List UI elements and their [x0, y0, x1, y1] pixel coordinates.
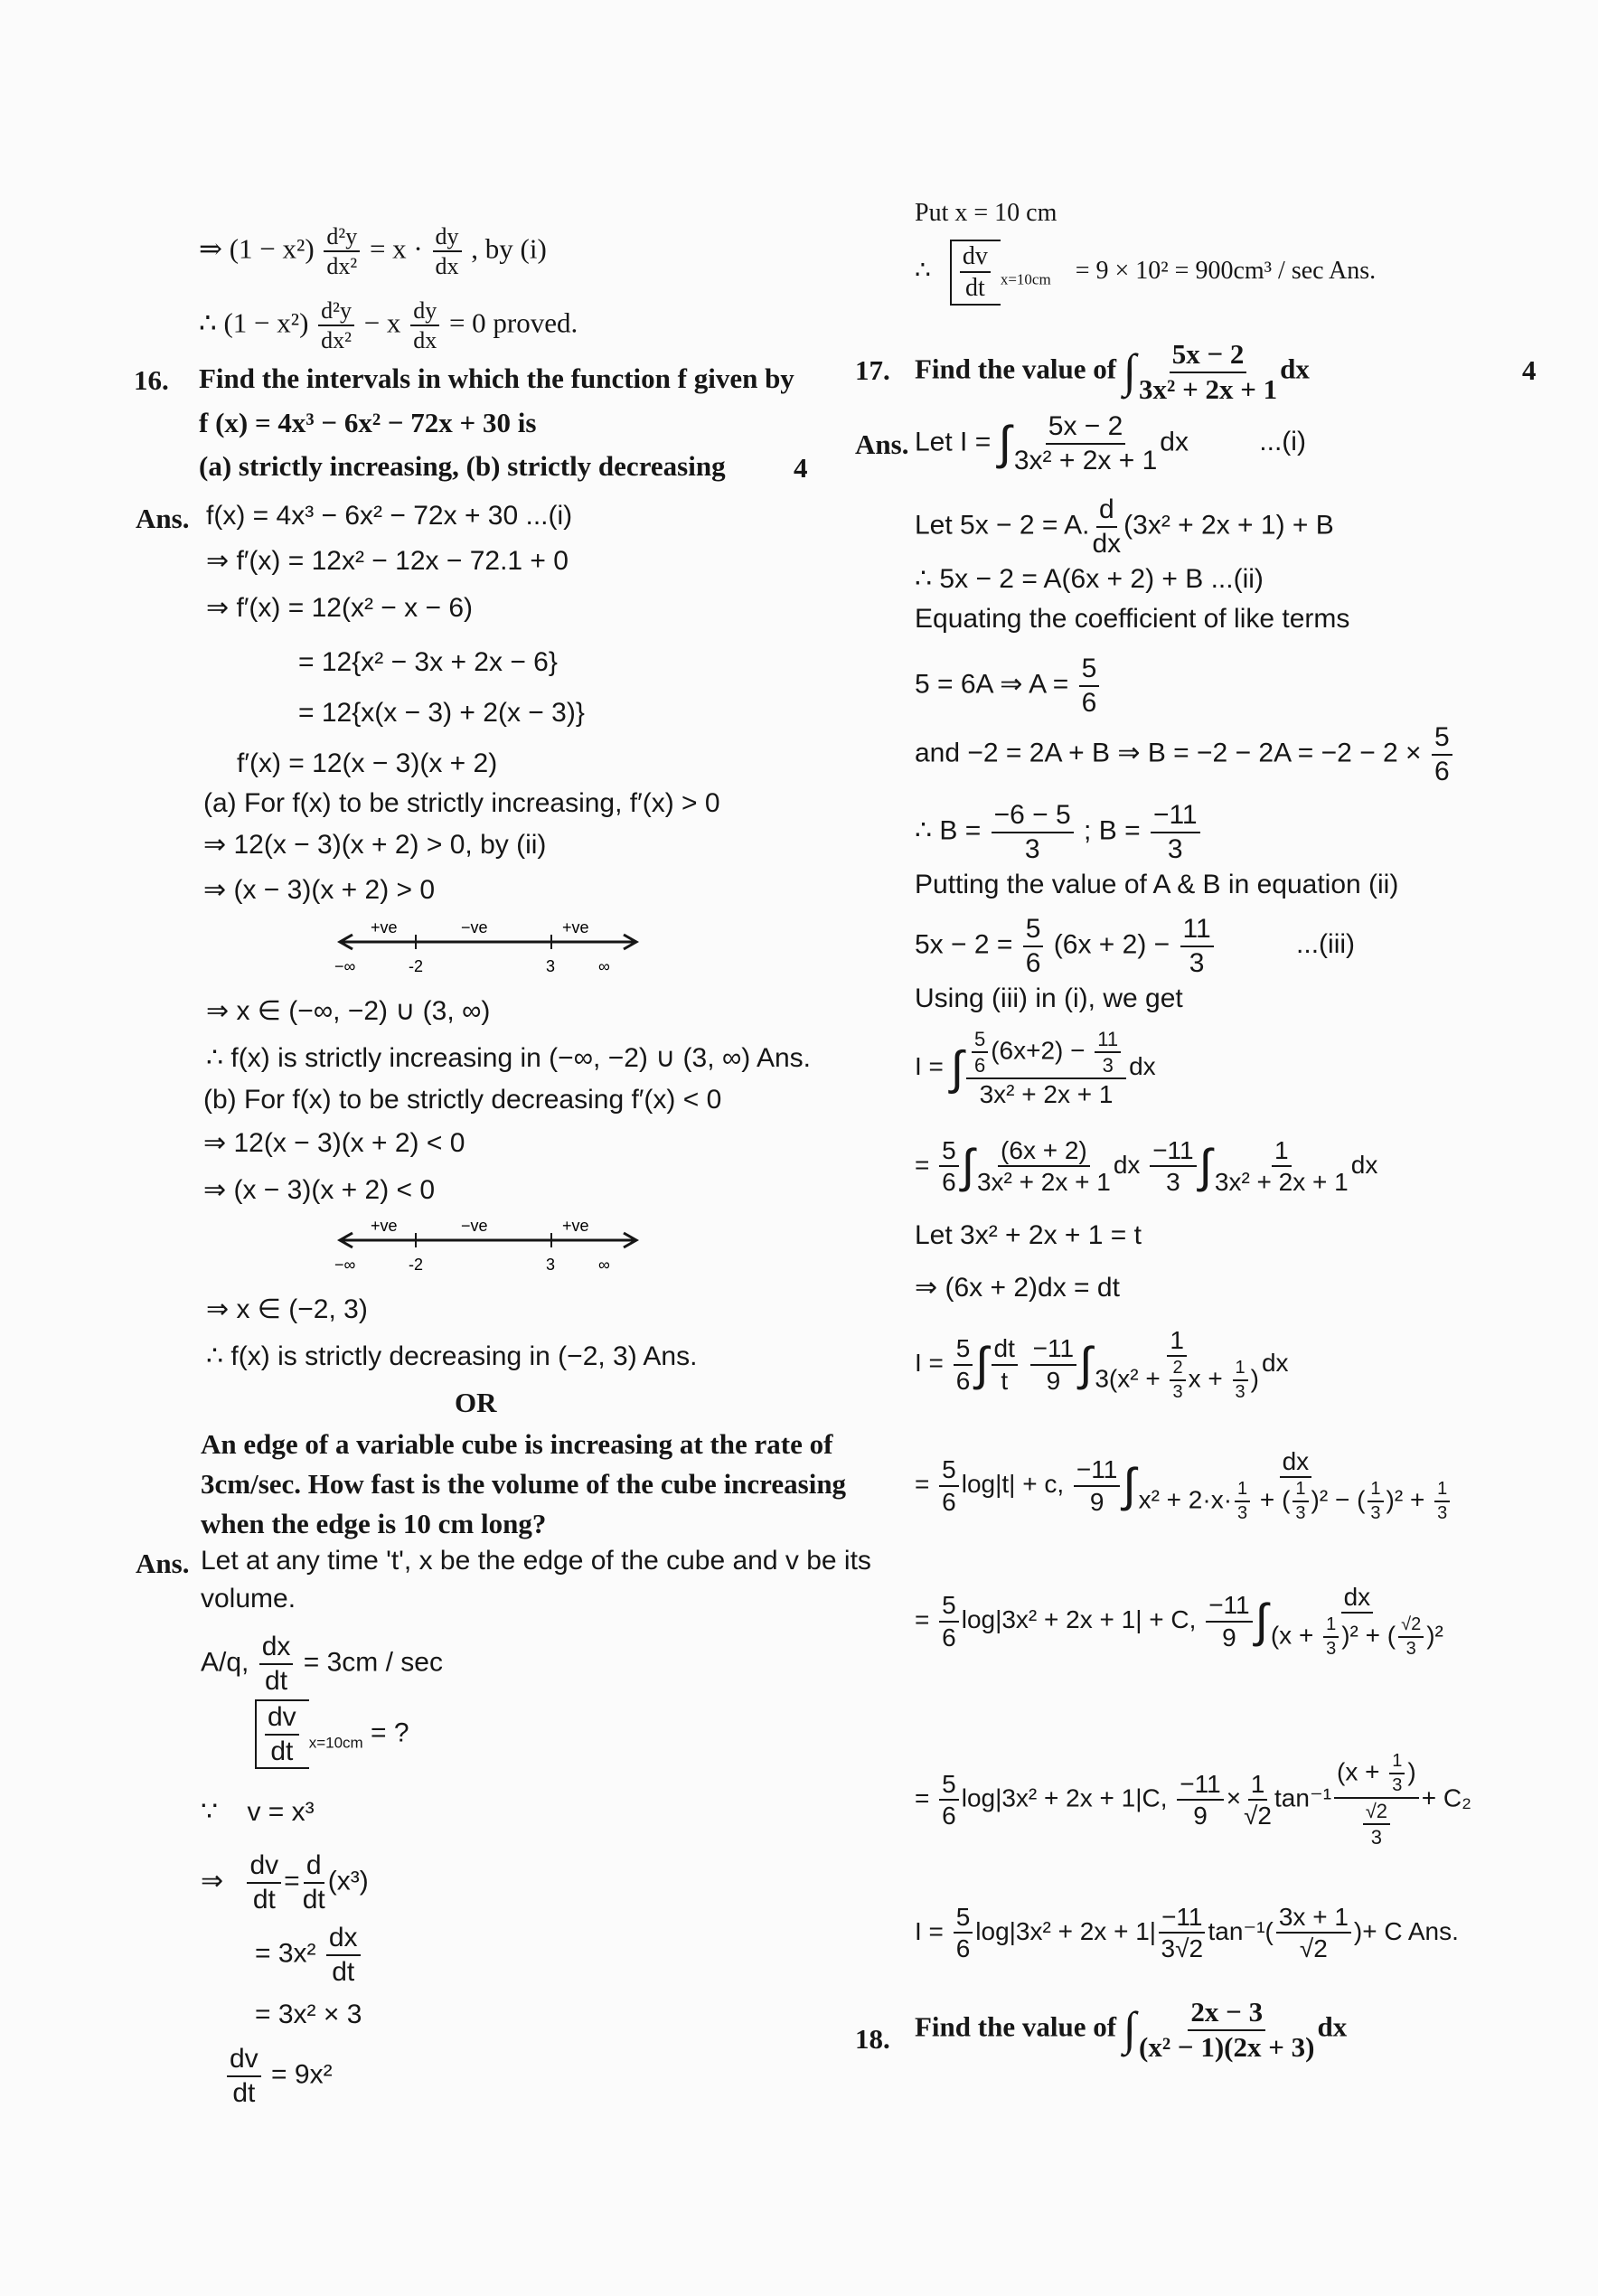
numerator: dv [265, 1703, 299, 1736]
step: ⇒ f′(x) = 12x² − 12x − 72.1 + 0 [206, 546, 569, 576]
denominator: 3x² + 2x + 1 [979, 1080, 1114, 1109]
question-label: Find the value of [915, 2010, 1117, 2043]
step: I = $\frac{5}{6}$ ∫ $\frac{dt}{t}$ $\frac{-11}{9}$ ∫ 1 3(x² + $\frac{2}{3}$ x + $\frac{1}{3}$ ) dx [915, 1326, 1289, 1403]
step: f′(x) = 12(x − 3)(x + 2) [237, 748, 498, 778]
eq-text: and −2 = 2A + B ⇒ B = −2 − 2A = −2 − 2 × [915, 738, 1422, 768]
step [201, 1799, 315, 1826]
step: Putting the value of A & B in equation (ii) [915, 870, 1399, 899]
denominator: dx [435, 253, 459, 280]
subscript: x=10cm [308, 1734, 363, 1752]
q15-line2 [199, 298, 578, 353]
denominator: 6 [1025, 947, 1041, 978]
step: ∴ f(x) is strictly decreasing in (−2, 3) Ans. [206, 1341, 698, 1371]
eq-text: 5x − 2 = [915, 929, 1013, 960]
eq-text: log|t| + c, [961, 1470, 1065, 1499]
step: ⇒ x ∈ (−2, 3) [206, 1294, 368, 1324]
numerator: 2x − 3 [1188, 1998, 1265, 2031]
eq-text: + C₂ [1421, 1783, 1471, 1812]
number-line-increasing [334, 922, 642, 976]
denominator: dx [413, 327, 437, 354]
subscript: x=10cm [1000, 270, 1051, 288]
answer-text: Let at any time 't', x be the edge of the cube and v be its [201, 1546, 871, 1576]
eq-text: I = [915, 1349, 944, 1378]
step: = 12{x(x − 3) + 2(x − 3)} [298, 698, 585, 728]
eq-text: ∴ (1 − x²) [199, 306, 309, 339]
implies-symbol: ⇒ [201, 1866, 224, 1896]
step [255, 1699, 409, 1769]
step: ⇒ $\frac{dv}{dt}$ = $\frac{d}{dt}$ (x³) [201, 1850, 369, 1915]
step: ⇒ x ∈ (−∞, −2) ∪ (3, ∞) [206, 996, 491, 1026]
eq-text: A/q, [201, 1647, 249, 1678]
eq-tag: ...(i) [1259, 427, 1306, 457]
step: (a) For f(x) to be strictly increasing, f′(x) > 0 [203, 788, 720, 818]
numerator: 5 [1432, 723, 1452, 756]
eq-text: tan⁻¹ [1274, 1783, 1332, 1812]
eq-text: − x [363, 306, 401, 339]
eq-text: = x · [369, 232, 423, 265]
tick-label: −∞ [334, 1256, 356, 1274]
step: ∴ B = $\frac{-6 - 5}{3}$ ; B = $\frac{-11}{3}$ [915, 801, 1203, 863]
step [201, 1633, 443, 1695]
step: Let 3x² + 2x + 1 = t [915, 1220, 1142, 1250]
question-text: Find the value of ∫ $\frac{5x - 2}{\text{3x² + 2x + 1}}$ dx [915, 338, 1310, 405]
step: Using (iii) in (i), we get [915, 983, 1183, 1013]
eq-text: (x³) [327, 1866, 369, 1896]
denominator: 3 [1024, 833, 1040, 864]
denominator: 3 [1189, 947, 1205, 978]
eq-text: I = [915, 1916, 944, 1945]
eq-text: = 3cm / sec [303, 1647, 443, 1678]
eq-text: log|3x² + 2x + 1|C, [961, 1783, 1168, 1812]
tick-label: -2 [409, 957, 424, 975]
eq-text: 5 = 6A ⇒ A = [915, 669, 1069, 700]
tick-label: 3 [546, 1256, 556, 1274]
sign-label: +ve [562, 1220, 589, 1235]
numerator: dx [326, 1924, 361, 1956]
numerator: dv [247, 1851, 281, 1884]
step: ⇒ (x − 3)(x + 2) < 0 [203, 1175, 436, 1205]
eq-text: = 9x² [271, 2059, 333, 2090]
step [224, 2045, 333, 2107]
question-number: 17. [855, 354, 890, 386]
numerator: −6 − 5 [992, 801, 1074, 833]
step [255, 1924, 363, 1986]
step: f(x) = 4x³ − 6x² − 72x + 30 ...(i) [206, 501, 573, 531]
eq-text: Let I = [915, 427, 992, 457]
tick-label: ∞ [598, 957, 610, 975]
question-text: An edge of a variable cube is increasing at the rate of [201, 1428, 833, 1460]
question-text: f (x) = 4x³ − 6x² − 72x + 30 is [199, 407, 537, 438]
numerator: d [304, 1851, 324, 1884]
numerator: dy [410, 298, 439, 326]
denominator: dt [252, 1884, 276, 1915]
numerator: 11 [1180, 915, 1214, 947]
answer-label: Ans. [136, 1548, 190, 1579]
step: = $\frac{5}{6}$ log|3x² + 2x + 1| + C, $\frac{-11}{9}$ ∫ dx (x + $\frac{1}{3}$ )² + ( $\frac{√2}{3}$ )² [915, 1583, 1443, 1660]
denominator: dt [265, 1665, 288, 1696]
eq-text: log|3x² + 2x + 1| + C, [961, 1605, 1197, 1634]
step [915, 723, 1455, 786]
eq-text: tan⁻¹ [1208, 1916, 1265, 1945]
sign-label: +ve [371, 922, 398, 936]
put-result-line: ∴ $\frac{dv}{dt}$ $_{x=10cm}$ = 9 × 10² = 900cm³ / sec Ans. [915, 240, 1376, 306]
marks: 4 [794, 452, 808, 484]
numerator: dy [433, 224, 462, 252]
sign-label: −ve [461, 1220, 488, 1235]
q15-line1 [199, 224, 547, 279]
eq-tag: ...(iii) [1296, 929, 1356, 960]
question-number: 18. [855, 2023, 890, 2055]
step: (b) For f(x) to be strictly decreasing f′(x) < 0 [203, 1085, 722, 1115]
marks: 4 [1522, 354, 1537, 386]
sign-label: −ve [461, 922, 488, 936]
final-answer: I = $\frac{5}{6}$ log|3x² + 2x + 1| $\frac{-11}{3√2}$ tan⁻¹( $\frac{3x + 1}{√2}$ )+ C Ans. [915, 1903, 1459, 1963]
question-number: 16. [134, 364, 169, 396]
question-text: Find the intervals in which the function f given by [199, 362, 794, 394]
denominator: 3x² + 2x + 1 [976, 1168, 1111, 1197]
eq-text: (3x² + 2x + 1) + B [1123, 510, 1334, 541]
question-text: Find the value of ∫ $\frac{2x - 3}{\text{(x² − 1)(2x + 3)}}$ dx [915, 1996, 1348, 2063]
eq-text: = 9 × 10² = 900cm³ / sec Ans. [1075, 256, 1377, 285]
step: ∴ f(x) is strictly increasing in (−∞, −2) ∪ (3, ∞) Ans. [206, 1043, 811, 1073]
denominator: dt [964, 274, 985, 303]
or-separator: OR [455, 1387, 497, 1418]
step: = $\frac{5}{6}$ log|t| + c, $\frac{-11}{9}$ ∫ dx x² + 2·x· $\frac{1}{3}$ + ( $\frac{1}{3}$ )² − ( $\frac{1}{3}$ )² + $\frac{1}{3}$ [915, 1448, 1455, 1523]
eq-text: (6x + 2) − [1053, 929, 1170, 960]
denominator: 6 [1081, 687, 1097, 718]
put-value: Put x = 10 cm [915, 199, 1058, 227]
question-text: 3cm/sec. How fast is the volume of the cube increasing [201, 1468, 847, 1500]
step: = $\frac{5}{6}$ ∫ $\frac{(6x + 2)}{\text{3x² + 2x + 1}}$ dx $\frac{-11}{3}$ ∫ $\frac{1}{\text{3x² + 2x + 1}}$ dx [915, 1136, 1378, 1197]
eq-text: , by (i) [471, 232, 547, 265]
step: ⇒ 12(x − 3)(x + 2) > 0, by (ii) [203, 830, 547, 860]
eq-text: + C Ans. [1362, 1916, 1459, 1945]
tick-label: -2 [409, 1256, 424, 1274]
eq-text: v = x³ [247, 1797, 315, 1827]
question-label: Find the value of [915, 353, 1117, 385]
numerator: d [1096, 495, 1117, 528]
denominator: (x² − 1)(2x + 3) [1139, 2030, 1315, 2063]
denominator: dt [332, 1956, 355, 1987]
question-text: when the edge is 10 cm long? [201, 1508, 547, 1539]
numerator: 5x − 2 [1170, 340, 1247, 373]
answer-label: Ans. [136, 503, 190, 534]
step: ⇒ f′(x) = 12(x² − x − 6) [206, 593, 474, 623]
denominator: 3 [1167, 833, 1183, 864]
sign-label: +ve [371, 1220, 398, 1235]
step: ⇒ (x − 3)(x + 2) > 0 [203, 875, 436, 905]
numerator: 5x − 2 [1046, 412, 1126, 445]
step [915, 654, 1102, 717]
step: ⇒ 12(x − 3)(x + 2) < 0 [203, 1128, 465, 1158]
step: Equating the coefficient of like terms [915, 604, 1350, 634]
denominator: 3x² + 2x + 1 [1139, 372, 1278, 405]
numerator: dx [259, 1633, 294, 1665]
answer-label: Ans. [855, 428, 909, 460]
numerator: dv [960, 243, 991, 273]
number-line-decreasing [334, 1220, 642, 1275]
step: = 12{x² − 3x + 2x − 6} [298, 647, 558, 677]
denominator: 3x² + 2x + 1 [1214, 1168, 1349, 1197]
since-symbol: ∵ [201, 1797, 219, 1827]
eq-text: Let 5x − 2 = A. [915, 510, 1090, 541]
step: = 3x² × 3 [255, 2000, 362, 2029]
denominator: dx² [326, 253, 358, 280]
eq-text: = 3x² [255, 1938, 316, 1969]
sign-label: +ve [562, 922, 589, 936]
denominator: 6 [1434, 756, 1450, 786]
tick-label: −∞ [334, 957, 356, 975]
question-text: (a) strictly increasing, (b) strictly decreasing [199, 450, 726, 482]
denominator: dt [302, 1884, 325, 1915]
eq-text: = 0 proved. [448, 306, 578, 339]
tick-label: ∞ [598, 1256, 610, 1274]
eq-text: ∴ B = [915, 815, 982, 846]
denominator: 3x² + 2x + 1 [1013, 445, 1158, 475]
numerator: d²y [324, 224, 360, 252]
eq-text: = ? [371, 1717, 409, 1748]
denominator: dt [270, 1736, 294, 1766]
step: I = ∫ $\frac{5}{6}$ (6x+2) − $\frac{11}{3}$ 3x² + 2x + 1 dx [915, 1028, 1156, 1109]
denominator: dt [232, 2077, 256, 2108]
step [915, 495, 1334, 558]
numerator: d²y [318, 298, 354, 326]
eq-text: ⇒ (1 − x²) [199, 232, 315, 265]
denominator: dx² [321, 327, 352, 354]
numerator: dv [227, 2045, 261, 2077]
numerator: 5 [1079, 654, 1100, 687]
numerator: −11 [1151, 801, 1200, 833]
answer-text: volume. [201, 1584, 296, 1614]
step: Let I = ∫ $\frac{5x - 2}{\text{3x² + 2x + 1}}$ dx ...(i) [915, 411, 1306, 475]
eq-text: I = [915, 1052, 944, 1081]
step: = $\frac{5}{6}$ log|3x² + 2x + 1|C, $\frac{-11}{9}$ × $\frac{1}{√2}$ tan⁻¹ (x + $\frac{1}{3}$ ) $\frac{√2}{3}$ + C₂ [915, 1751, 1471, 1849]
numerator: 5 [1023, 915, 1044, 947]
denominator: dx [1092, 528, 1122, 559]
tick-label: 3 [546, 957, 556, 975]
step: ∴ 5x − 2 = A(6x + 2) + B ...(ii) [915, 564, 1264, 594]
step: ⇒ (6x + 2)dx = dt [915, 1273, 1120, 1303]
step [915, 915, 1355, 977]
